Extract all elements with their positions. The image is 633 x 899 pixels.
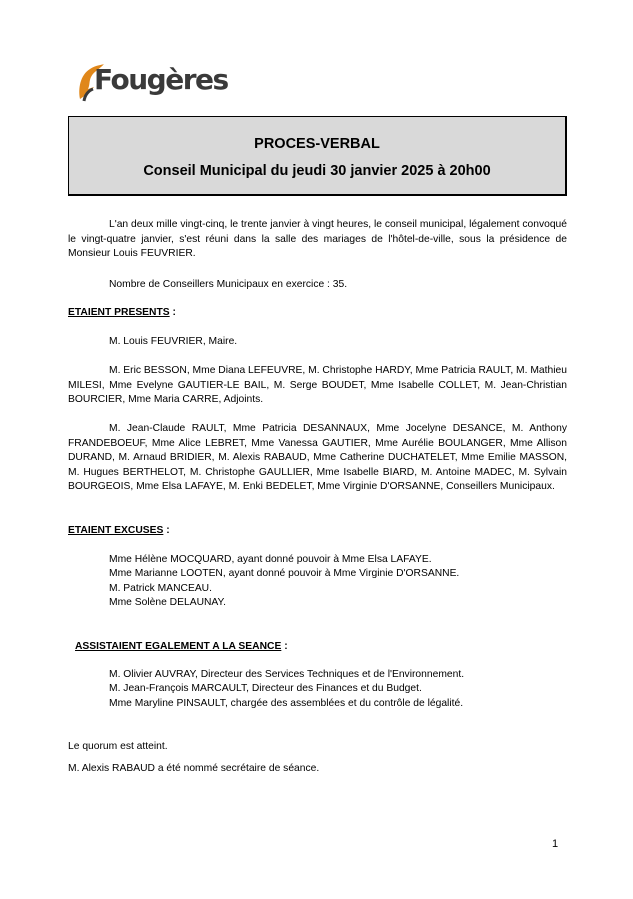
assistant-item: M. Olivier AUVRAY, Directeur des Services Techniques et de l'Environnement. (109, 669, 465, 680)
assistaient-heading: ASSISTAIENT EGALEMENT A LA SEANCE (75, 641, 282, 652)
presents-heading: ETAIENT PRESENTS (68, 307, 170, 318)
fougeres-logo (76, 61, 228, 103)
assistaient-heading-row (75, 640, 288, 655)
excuse-item: M. Patrick MANCEAU. (109, 583, 212, 594)
logo-text: Fougères (94, 63, 228, 96)
document-subtitle: Conseil Municipal du jeudi 30 janvier 2025 à 20h00 (143, 163, 491, 179)
excuses-heading: ETAIENT EXCUSES (68, 525, 164, 536)
page-number: 1 (552, 838, 559, 850)
maire-line: M. Louis FEUVRIER, Maire. (109, 336, 238, 347)
excuses-colon: : (163, 525, 170, 536)
assistant-item: Mme Maryline PINSAULT, chargée des assemblées et du contrôle de légalité. (109, 698, 464, 709)
title-box (68, 116, 567, 196)
document-title: PROCES-VERBAL (254, 136, 380, 152)
conseillers-paragraph: M. Jean-Claude RAULT, Mme Patricia DESANNAUX, Mme Jocelyne DESANCE, M. Anthony FRANDEBOEUF, Mme Alice LEBRET, Mme Vanessa GAUTIER, Mme Aurélie BOULANGER, Mme Allison DURAND, M. Arnaud BRIDIER, M. Alexis RABAUD, Mme Catherine DUCHATELET, Mme Emilie MASSON, M. Hugues BERTHELOT, M. Christophe GAULLIER, Mme Isabelle BIARD, M. Antoine MADEC, M. Sylvain BOURGEOIS, Mme Elsa LAFAYE, M. Enki BEDELET, Mme Virginie D'ORSANNE, Conseillers Municipaux. (68, 423, 567, 492)
presents-colon: : (169, 307, 176, 318)
intro-paragraph: L'an deux mille vingt-cinq, le trente janvier à vingt heures, le conseil municipal, légalement convoqué le vingt-quatre janvier, s'est réuni dans la salle des mariages de l'hôtel-de-ville, sous la présidence de Monsieur Louis FEUVRIER. (68, 219, 567, 259)
assistant-item: M. Jean-François MARCAULT, Directeur des Finances et du Budget. (109, 683, 422, 694)
secretaire-line: M. Alexis RABAUD a été nommé secrétaire de séance. (68, 763, 320, 774)
quorum-line: Le quorum est atteint. (68, 741, 168, 752)
excuse-item: Mme Hélène MOCQUARD, ayant donné pouvoir à Mme Elsa LAFAYE. (109, 554, 432, 565)
councillor-count: Nombre de Conseillers Municipaux en exercice : 35. (109, 279, 348, 290)
excuse-item: Mme Marianne LOOTEN, ayant donné pouvoir à Mme Virginie D'ORSANNE. (109, 568, 460, 579)
adjoints-paragraph: M. Eric BESSON, Mme Diana LEFEUVRE, M. Christophe HARDY, Mme Patricia RAULT, M. Mathieu MILESI, Mme Evelyne GAUTIER-LE BAIL, M. Serge BOUDET, Mme Isabelle COLLET, M. Jean-Christian BOURCIER, Mme Maria CARRE, Adjoints. (68, 365, 567, 405)
excuses-heading-row (68, 524, 170, 539)
presents-heading-row (68, 306, 176, 321)
assistaient-colon: : (281, 641, 288, 652)
excuse-item: Mme Solène DELAUNAY. (109, 597, 226, 608)
